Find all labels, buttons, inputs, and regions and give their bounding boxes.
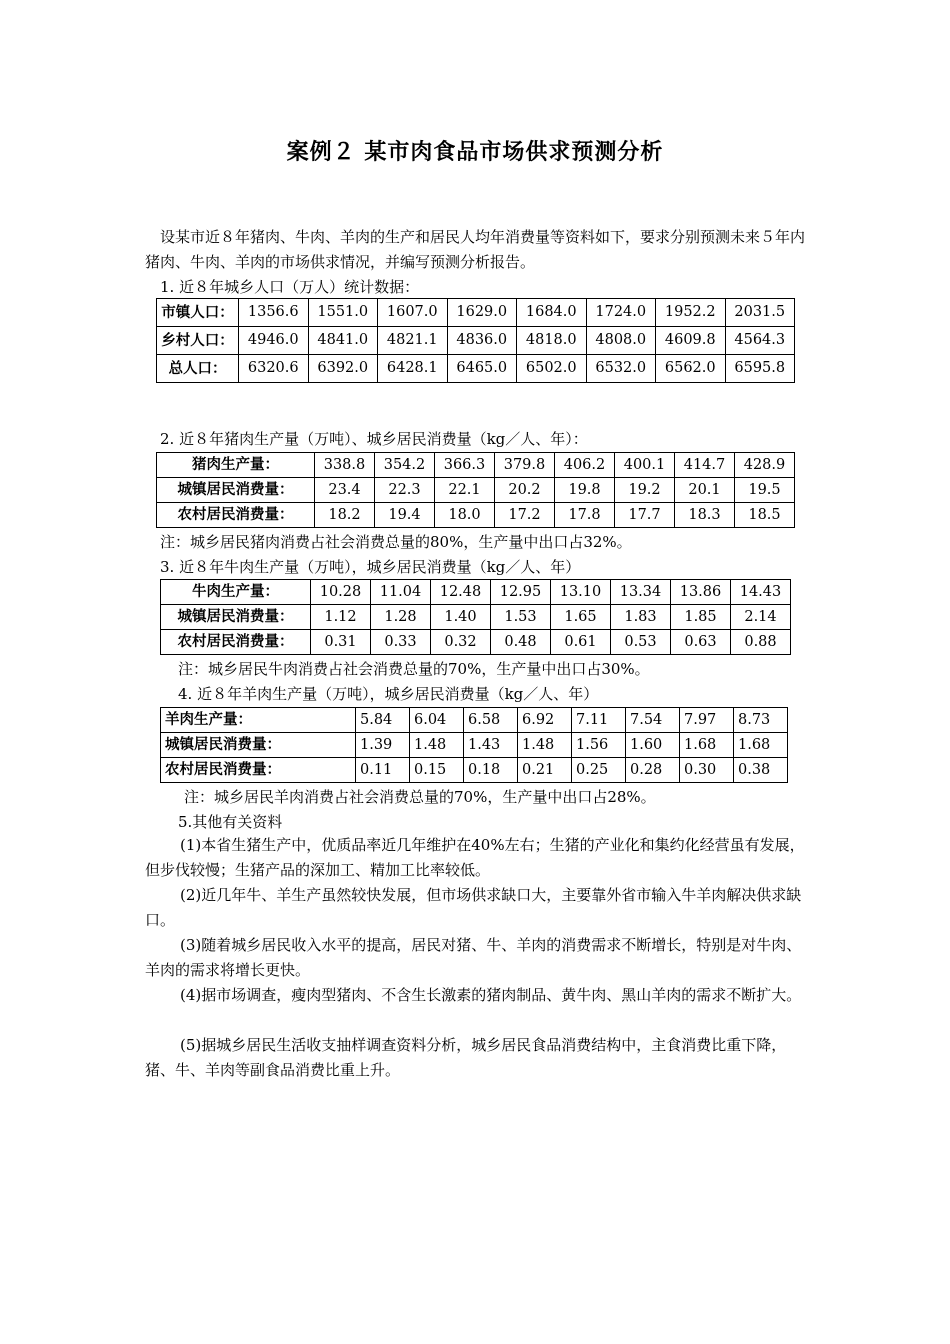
- table-cell: 0.18: [464, 758, 518, 783]
- section-3-note: 注：城乡居民牛肉消费占社会消费总量的70%，生产量中出口占30%。: [178, 660, 650, 678]
- table-cell: 17.8: [555, 503, 615, 528]
- table-cell: 0.33: [371, 630, 431, 655]
- table-cell: 13.10: [551, 580, 611, 605]
- table-cell: 12.95: [491, 580, 551, 605]
- table-cell: 18.0: [435, 503, 495, 528]
- section-2-heading: 2. 近８年猪肉生产量（万吨）、城乡居民消费量（kg／人、年）：: [160, 430, 588, 448]
- table-cell: 6392.0: [308, 355, 378, 383]
- table-cell: 17.2: [495, 503, 555, 528]
- row-label: 农村居民消费量：: [161, 630, 311, 655]
- table-cell: 0.31: [311, 630, 371, 655]
- table-cell: 4946.0: [239, 327, 309, 355]
- table-cell: 1629.0: [447, 299, 517, 327]
- table-row: [157, 355, 795, 383]
- table-cell: 1607.0: [378, 299, 448, 327]
- table-cell: 338.8: [315, 453, 375, 478]
- section-4-note: 注：城乡居民羊肉消费占社会消费总量的70%，生产量中出口占28%。: [184, 788, 656, 806]
- table-cell: 1.56: [572, 733, 626, 758]
- table-cell: 7.11: [572, 708, 626, 733]
- table-row: [161, 758, 788, 783]
- table-cell: 1.65: [551, 605, 611, 630]
- table-cell: 18.3: [675, 503, 735, 528]
- table-cell: 2031.5: [725, 299, 795, 327]
- table-cell: 1.28: [371, 605, 431, 630]
- section-5-item: (3)随着城乡居民收入水平的提高，居民对猪、牛、羊肉的消费需求不断增长，特别是对牛肉、羊肉的需求将增长更快。: [145, 936, 802, 979]
- table-cell: 414.7: [675, 453, 735, 478]
- table-cell: 1684.0: [517, 299, 587, 327]
- table-cell: 0.21: [518, 758, 572, 783]
- table-cell: 4818.0: [517, 327, 587, 355]
- table-cell: 20.2: [495, 478, 555, 503]
- pork-table: [156, 452, 795, 528]
- table-cell: 17.7: [615, 503, 675, 528]
- section-5-item: (5)据城乡居民生活收支抽样调查资料分析，城乡居民食品消费结构中，主食消费比重下降，猪、牛、羊肉等副食品消费比重上升。: [145, 1036, 787, 1079]
- population-table: [156, 298, 795, 383]
- table-cell: 0.63: [671, 630, 731, 655]
- table-cell: 8.73: [734, 708, 788, 733]
- table-cell: 22.3: [375, 478, 435, 503]
- table-cell: 1952.2: [656, 299, 726, 327]
- table-cell: 19.4: [375, 503, 435, 528]
- table-cell: 0.15: [410, 758, 464, 783]
- table-cell: 0.25: [572, 758, 626, 783]
- table-cell: 10.28: [311, 580, 371, 605]
- table-cell: 4836.0: [447, 327, 517, 355]
- row-label: 城镇居民消费量：: [157, 478, 315, 503]
- table-cell: 406.2: [555, 453, 615, 478]
- table-cell: 7.97: [680, 708, 734, 733]
- intro-paragraph: 设某市近８年猪肉、牛肉、羊肉的生产和居民人均年消费量等资料如下，要求分别预测未来５年内猪肉、牛肉、羊肉的市场供求情况，并编写预测分析报告。: [145, 228, 806, 271]
- table-cell: 0.38: [734, 758, 788, 783]
- row-label: 农村居民消费量：: [157, 503, 315, 528]
- section-5-item: (4)据市场调查，瘦肉型猪肉、不含生长激素的猪肉制品、黄牛肉、黑山羊肉的需求不断扩大。: [180, 986, 802, 1004]
- row-label: 农村居民消费量：: [161, 758, 356, 783]
- table-cell: 6.04: [410, 708, 464, 733]
- table-row: [157, 453, 795, 478]
- table-cell: 1.83: [611, 605, 671, 630]
- table-cell: 1.12: [311, 605, 371, 630]
- section-2-note: 注：城乡居民猪肉消费占社会消费总量的80%，生产量中出口占32%。: [160, 533, 632, 551]
- table-cell: 7.54: [626, 708, 680, 733]
- table-cell: 0.48: [491, 630, 551, 655]
- table-cell: 1.53: [491, 605, 551, 630]
- table-cell: 0.88: [731, 630, 791, 655]
- table-cell: 14.43: [731, 580, 791, 605]
- table-cell: 1551.0: [308, 299, 378, 327]
- table-cell: 1.40: [431, 605, 491, 630]
- table-cell: 428.9: [735, 453, 795, 478]
- row-label: 牛肉生产量：: [161, 580, 311, 605]
- row-label: 总人口：: [157, 355, 239, 383]
- table-row: [161, 605, 791, 630]
- table-cell: 6502.0: [517, 355, 587, 383]
- row-label: 城镇居民消费量：: [161, 605, 311, 630]
- table-cell: 18.2: [315, 503, 375, 528]
- table-cell: 4821.1: [378, 327, 448, 355]
- table-cell: 19.2: [615, 478, 675, 503]
- section-3-heading: 3. 近８年牛肉生产量（万吨），城乡居民消费量（kg／人、年）: [160, 558, 581, 576]
- table-cell: 20.1: [675, 478, 735, 503]
- table-cell: 4564.3: [725, 327, 795, 355]
- table-cell: 6.58: [464, 708, 518, 733]
- table-cell: 4841.0: [308, 327, 378, 355]
- section-1-heading: 1. 近８年城乡人口（万人）统计数据：: [160, 278, 420, 296]
- table-cell: 366.3: [435, 453, 495, 478]
- table-cell: 1.39: [356, 733, 410, 758]
- table-cell: 354.2: [375, 453, 435, 478]
- table-cell: 11.04: [371, 580, 431, 605]
- row-label: 羊肉生产量：: [161, 708, 356, 733]
- table-row: [161, 708, 788, 733]
- table-cell: 0.53: [611, 630, 671, 655]
- table-cell: 1.48: [518, 733, 572, 758]
- table-cell: 1724.0: [586, 299, 656, 327]
- table-cell: 2.14: [731, 605, 791, 630]
- table-cell: 1.60: [626, 733, 680, 758]
- row-label: 市镇人口：: [157, 299, 239, 327]
- table-cell: 6595.8: [725, 355, 795, 383]
- table-row: [161, 733, 788, 758]
- table-cell: 6465.0: [447, 355, 517, 383]
- table-cell: 13.34: [611, 580, 671, 605]
- section-5-item: (1)本省生猪生产中，优质品率近几年维护在40%左右；生猪的产业化和集约化经营虽有发展，但步伐较慢；生猪产品的深加工、精加工比率较低。: [145, 836, 805, 879]
- table-cell: 23.4: [315, 478, 375, 503]
- table-cell: 0.61: [551, 630, 611, 655]
- table-cell: 19.5: [735, 478, 795, 503]
- table-cell: 0.30: [680, 758, 734, 783]
- table-row: [157, 327, 795, 355]
- table-row: [157, 503, 795, 528]
- table-cell: 1356.6: [239, 299, 309, 327]
- table-cell: 4609.8: [656, 327, 726, 355]
- table-cell: 6532.0: [586, 355, 656, 383]
- table-cell: 1.68: [680, 733, 734, 758]
- table-cell: 0.11: [356, 758, 410, 783]
- table-cell: 12.48: [431, 580, 491, 605]
- table-row: [157, 478, 795, 503]
- document-title: 案例２ 某市肉食品市场供求预测分析: [286, 139, 664, 165]
- table-cell: 0.32: [431, 630, 491, 655]
- row-label: 猪肉生产量：: [157, 453, 315, 478]
- row-label: 城镇居民消费量：: [161, 733, 356, 758]
- table-cell: 13.86: [671, 580, 731, 605]
- table-row: [161, 630, 791, 655]
- beef-table: [160, 579, 791, 655]
- table-cell: 0.28: [626, 758, 680, 783]
- table-cell: 6428.1: [378, 355, 448, 383]
- table-cell: 22.1: [435, 478, 495, 503]
- table-cell: 18.5: [735, 503, 795, 528]
- table-cell: 5.84: [356, 708, 410, 733]
- table-cell: 1.68: [734, 733, 788, 758]
- table-row: [161, 580, 791, 605]
- row-label: 乡村人口：: [157, 327, 239, 355]
- table-cell: 1.85: [671, 605, 731, 630]
- table-cell: 1.48: [410, 733, 464, 758]
- table-cell: 19.8: [555, 478, 615, 503]
- table-cell: 6.92: [518, 708, 572, 733]
- table-cell: 4808.0: [586, 327, 656, 355]
- table-cell: 379.8: [495, 453, 555, 478]
- table-cell: 6562.0: [656, 355, 726, 383]
- section-5-item: (2)近几年牛、羊生产虽然较快发展，但市场供求缺口大，主要靠外省市输入牛羊肉解决供求缺口。: [145, 886, 802, 929]
- section-4-heading: 4. 近８年羊肉生产量（万吨），城乡居民消费量（kg／人、年）: [178, 685, 599, 703]
- section-5-heading: 5.其他有关资料: [178, 813, 283, 831]
- table-cell: 1.43: [464, 733, 518, 758]
- table-row: [157, 299, 795, 327]
- mutton-table: [160, 707, 788, 783]
- table-cell: 400.1: [615, 453, 675, 478]
- table-cell: 6320.6: [239, 355, 309, 383]
